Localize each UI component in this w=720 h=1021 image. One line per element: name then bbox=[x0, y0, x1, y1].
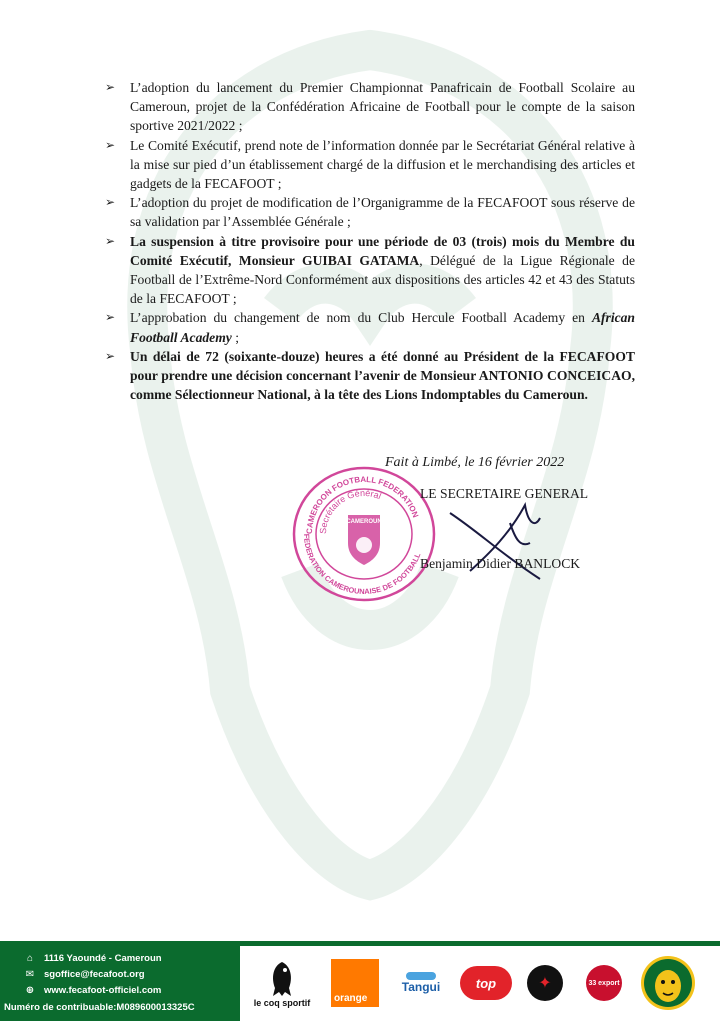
list-item: ➢ Le Comité Exécutif, prend note de l’information donnée par le Secrétariat Général relative à la mise sur pied d’un établissement chargé de la diffusion et le merchandising des articles et gadgets de la FECAFOOT ; bbox=[105, 137, 635, 192]
signature-date: Fait à Limbé, le 16 février 2022 bbox=[385, 455, 565, 470]
water-drop-icon bbox=[406, 972, 436, 980]
bird-logo-icon: ✦ bbox=[527, 965, 563, 1001]
list-item: ➢ L’approbation du changement de nom du Club Hercule Football Academy en African Football Academy ; bbox=[105, 310, 635, 345]
orange-logo-icon: orange bbox=[331, 959, 379, 1007]
sponsor-black-badge bbox=[523, 949, 567, 1017]
list-item: ➢ La suspension à titre provisoire pour une période de 03 (trois) mois du Membre du Comité Exécutif, Monsieur GUIBAI GATAMA, Délégué de la Ligue Régionale de Football de l’Extrême-Nord Conformément aux dispositions des articles 42 et 43 des Statuts de la FECAFOOT ; bbox=[105, 233, 636, 307]
list-item: ➢ Un délai de 72 (soixante-douze) heures a été donné au Président de la FECAFOOT pour prendre une décision concernant l’avenir de Monsieur ANTONIO CONCEICAO, comme Sélectionneur National, à la tête des Lions Indomptables du Cameroun. bbox=[105, 348, 635, 403]
email-row bbox=[24, 968, 145, 982]
list-item: ➢ L’adoption du lancement du Premier Championnat Panafricain de Football Scolaire au Cameroun, projet de la Confédération Africaine de Football pour le compte de la saison sportive 2021/2022 ; bbox=[105, 80, 635, 134]
stamp-shield-text: CAMEROUN bbox=[346, 519, 382, 525]
arrow-bullet-icon: ➢ bbox=[105, 80, 116, 94]
contact-panel bbox=[0, 946, 240, 1021]
top-logo-icon: top bbox=[460, 966, 512, 1000]
arrow-bullet-icon: ➢ bbox=[105, 233, 116, 248]
sponsor-top bbox=[457, 949, 515, 1017]
website-row bbox=[24, 984, 161, 998]
list-item: ➢ L’adoption du projet de modification de l’Organigramme de la FECAFOOT sous réserve de sa validation par l’Assemblée Générale ; bbox=[105, 195, 635, 230]
resolutions-list bbox=[105, 78, 635, 404]
footer bbox=[0, 941, 720, 1021]
arrow-bullet-icon: ➢ bbox=[105, 310, 116, 325]
globe-icon: ⊕ bbox=[25, 985, 35, 996]
arrow-bullet-icon: ➢ bbox=[105, 348, 116, 363]
sponsor-le-coq-sportif: le coq sportif bbox=[248, 949, 316, 1017]
website-link[interactable]: www.fecafoot-officiel.com bbox=[44, 985, 162, 996]
rooster-logo-icon bbox=[265, 958, 299, 998]
signature-block bbox=[290, 455, 610, 600]
home-icon: ⌂ bbox=[26, 953, 34, 964]
taxpayer-row: Numéro de contribuable:M089600013325C bbox=[4, 1002, 195, 1013]
signatory-title: LE SECRETAIRE GENERAL bbox=[420, 486, 589, 501]
33-export-logo-icon: 33 export bbox=[586, 965, 622, 1001]
official-stamp bbox=[290, 463, 438, 605]
arrow-bullet-icon: ➢ bbox=[105, 137, 116, 152]
lion-emblem-icon bbox=[639, 953, 697, 1013]
stamp-outer-bottom-text: FEDERATION CAMEROUNAISE DE FOOTBALL bbox=[301, 533, 423, 597]
stamp-inner-text: Secrétaire Général bbox=[317, 487, 383, 535]
sponsor-33-export bbox=[582, 949, 626, 1017]
sponsor-tangui: Tangui bbox=[395, 949, 447, 1017]
mail-icon: ✉ bbox=[25, 969, 35, 980]
sponsor-fecafoot-lion bbox=[636, 949, 700, 1017]
email-link[interactable]: sgoffice@fecafoot.org bbox=[44, 969, 145, 980]
signatory-name: Benjamin Didier BANLOCK bbox=[420, 556, 581, 571]
address-row: ⌂ 1116 Yaoundé - Cameroun bbox=[24, 952, 162, 966]
sponsor-orange bbox=[330, 949, 380, 1017]
arrow-bullet-icon: ➢ bbox=[105, 195, 116, 210]
stamp-outer-top-text: CAMEROON FOOTBALL FEDERATION bbox=[304, 474, 421, 535]
